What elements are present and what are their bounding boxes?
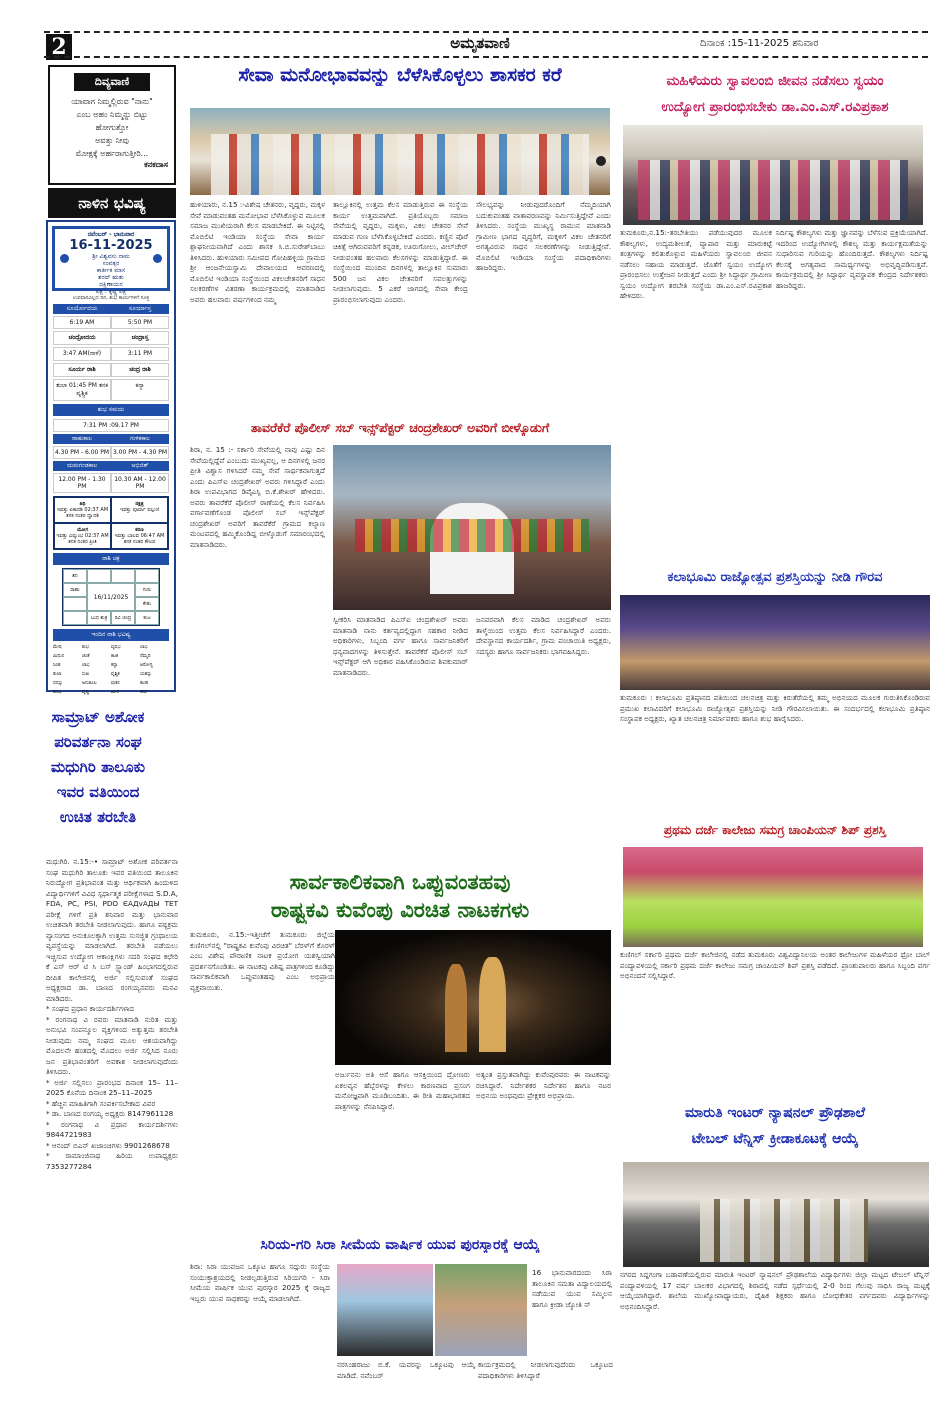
maruthi-headline — [620, 1100, 930, 1152]
rashi-prediction: ಸುಖ — [82, 672, 90, 677]
rashi-cell — [63, 611, 87, 625]
rashi-cell: ಕುಜ — [135, 611, 159, 625]
headline-line: ಸಾಮ್ರಾಟ್ ಅಶೋಕ — [51, 708, 145, 726]
calendar-header — [52, 226, 170, 295]
police-col-1: ಶಿರಾ, ನ. 15 :- ಸರ್ಕಾರಿ ಸೇವೆಯಲ್ಲಿ ನಾವು ಎಷ್ಟು ದಿನ ಸೇವೆಯಲ್ಲಿದ್ದೆವೆ ಎಂಬುದು ಮುಖ್ಯವಲ್ಲ, ಆ ದಿನಗಳಲ್ಲಿ ಜನರ ಪ್ರೀತಿ ವಿಶ್ವಾಸ ಗಳಿಸಿದರೆ ನಮ್ಮ ಸೇವೆ ಸಾರ್ಥಕವಾಗುತ್ತದೆ ಎಂದು ಪಿಎಸ್‌ಐ ಚಂದ್ರಶೇಖರ್ ಅವರು ಗಳಿಸಿದ್ದಾರೆ ಎಂದು ಶಿರಾ ಉಪವಿಭಾಗದ ಡಿವೈಎಸ್ಪಿ ಬಿ.ಕೆ.ಶೇಖರ್ ಹೇಳಿದರು. ಅವರು ತಾವರೆಕೆರೆ ಪೊಲೀಸ್ ಠಾಣೆಯಲ್ಲಿ ಕೆಲಸ ನಿರ್ವಹಿಸಿ ವರ್ಗಾವಣೆಗೊಂಡ ಪೊಲೀಸ್ ಸಬ್ ಇನ್ಸ್‌ಪೆಕ್ಟರ್ ಚಂದ್ರಶೇಖರ್ ಅವರಿಗೆ ತಾವರೆಕೆರೆ ಗ್ರಾಮದ ಕಲ್ಯಾಣ ಮಂಟಪದಲ್ಲಿ ಹಮ್ಮಿಕೊಂಡಿದ್ದ ಬೀಳ್ಕೊಡುಗೆ ಸಮಾರಂಭದಲ್ಲಿ ಮಾತನಾಡಿದರು. — [190, 445, 325, 549]
calendar-info: ಶ್ರೀ ವಿಶ್ವವಸು ನಾಮ — [92, 253, 130, 260]
panchanga-cell: ಕರಣ ಇವತ್ತು ಬಾಲವ 06:47 AM ತನಕ ನಂತರ ಕೌಲವ — [111, 523, 168, 549]
calendar-info: ಕಾರ್ತೀಕ ಮಾಸ — [96, 267, 126, 274]
rashi-prediction: ಲಾಭ — [140, 645, 148, 650]
quote-line: ಹೋಗುತ್ತೋ — [95, 123, 129, 132]
rashi-name: ವೃಷಭ — [111, 645, 121, 650]
rashi-prediction: ಅನುಕೂಲ — [82, 681, 97, 686]
header-bottom-rule — [44, 56, 928, 58]
rashi-cell — [111, 569, 135, 583]
rashi-name: ಕಟಕ — [111, 654, 118, 659]
siri-col-2: ನರಸಿಂಹರಾಜು ಬಿ.ಕೆ. ಯವರನ್ನು ಒಕ್ಕೂಟವು ಆಯ್ಕೆ ಮಾಡಿದೆ. ನವೆಂಬರ್ — [337, 1360, 475, 1380]
rashi-center-date: 16/11/2025 — [87, 583, 135, 611]
rashi-name: ಸಿಂಹ — [53, 663, 61, 668]
sunrise-value: 6:19 AM — [53, 316, 111, 329]
calendar-info: ಸಂವತ್ಸರ — [102, 260, 120, 267]
panchanga-cell: ತಿಥಿ ಇವತ್ತು ಏಕಾದಶಿ 02:37 AM ತನಕ ನಂತರ ದ್ವಾದಶಿ — [54, 497, 111, 523]
panchanga-calendar — [46, 220, 176, 695]
guli-label: ಗುಳಿಕಕಾಲ — [111, 434, 169, 444]
divyavani-title: ದಿವ್ಯವಾಣಿ — [74, 73, 150, 91]
siri-photo-man — [435, 1264, 527, 1356]
bhavishya-title: ನಾಳಿನ ಭವಿಷ್ಯ — [48, 188, 176, 218]
guli-value: 3.00 PM - 4.30 PM — [111, 446, 169, 459]
police-col-2: ಸ್ವೀಕರಿಸಿ ಮಾತನಾಡಿದ ಪಿಎಸ್‌ಐ ಚಂದ್ರಶೇಖರ್ ಅವರು ಮಾತನಾಡಿ ನಾನು ಕರ್ತವ್ಯದಲ್ಲಿದ್ದಾಗ ಸಹಕಾರ ನೀಡಿದ ಅಧಿಕಾರಿಗಳು, ಸಿಬ್ಬಂದಿ ವರ್ಗ ಹಾಗೂ ಸಾರ್ವಜನಿಕರಿಗೆ ಧನ್ಯವಾದಗಳನ್ನು ತಿಳಿಸುತ್ತೇನೆ. ತಾವರೆಕೆರೆ ಪೊಲೀಸ್ ಸಬ್ ಇನ್ಸ್‌ಪೆಕ್ಟರ್ ಆಗಿ ಅಧಿಕಾರ ವಹಿಸಿಕೊಂಡಿರುವ ಶಿವಕುಮಾರ್ ಮಾತನಾಡಿದರು. — [333, 615, 468, 677]
mahila-headline — [620, 68, 930, 120]
headline-line: ಮಹಿಳೆಯರು ಸ್ವಾವಲಂಬಿ ಜೀವನ ನಡೆಸಲು ಸ್ವಯಂ — [666, 73, 884, 89]
headline-line: ಸಾರ್ವಕಾಲಿಕವಾಗಿ ಒಪ್ಪುವಂತಹವು — [289, 870, 511, 894]
rashi-cell — [135, 569, 159, 583]
siri-col-4: ಕಾರ್ಯಕ್ರಮದಲ್ಲಿ ನೀಡಲಾಗುವುದೆಂದು ಒಕ್ಕೂಟದ ಪದಾಧಿಕಾರಿಗಳು ತಿಳಿಸಿದ್ದಾರೆ — [478, 1360, 613, 1380]
abhijit-value: 10.30 AM - 12.00 PM — [111, 473, 169, 493]
rahu-value: 4.30 PM - 6.00 PM — [53, 446, 111, 459]
paragraph: * ಸಂಘದ ಪ್ರಧಾನ ಕಾರ್ಯದರ್ಶಿಗಳಾದ — [46, 1004, 135, 1013]
rashi-chakra-title: ರಾಶಿ ಚಕ್ರ — [53, 553, 169, 565]
seva-col-2: ತಾಲ್ಲೂಕಿನಲ್ಲಿ ಉತ್ತಮ ಕೆಲಸ ಮಾಡುತ್ತಿರುವ ಈ ಸಂಸ್ಥೆಯ ಕಾರ್ಯ ಉತ್ತಮವಾಗಿದೆ. ಪ್ರತಿಯೊಬ್ಬರು ಸಮಾಜ ಸೇವೆಯಲ್ಲಿ ವೃದ್ದರು, ಮಕ್ಕಳು, ವಿಕಲ ಚೇತನರ ಸೇವೆ ಮಾಡುವ ಗುಣ ಬೆಳೆಸಿಕೊಳ್ಳಬೇಕಿದೆ ಎಂದರು. ಕಣ್ಣಿನ ಪೊರೆ ಚಿಕಿತ್ಸೆ ಆಗಿರುವವರಿಗೆ ಕನ್ನಡಕ, ಊರುಗೋಲು, ವೀಲ್‌ಚೇರ್ ನೀಡುವಂತಹ ಹಲವಾರು ಕೆಲಸಗಳನ್ನು ಮಾಡುತ್ತಿದ್ದಾರೆ. ಈ ಸಂಸ್ಥೆಯಿಂದ ಮುಂದಿನ ದಿನಗಳಲ್ಲಿ ತಾಲ್ಲೂಕಿನ ಸುಮಾರು 500 ಜನ ವಿಕಲ ಚೇತನರಿಗೆ ಸವಲತ್ತುಗಳನ್ನು ನೀಡಲಾಗುವುದು. 5 ಎಕರೆ ಜಾಗದಲ್ಲಿ ಸೇವಾ ಕೇಂದ್ರ ಪ್ರಾರಂಭಿಸಲಾಗುವುದು ಎಂದರು. — [333, 200, 468, 304]
maruthi-students-photo — [623, 1162, 929, 1267]
moonrise-label: ಚಂದ್ರೋದಯ — [53, 331, 111, 345]
rashi-cell: ಕೇತು — [135, 597, 159, 611]
calendar-info: ಪಕ್ಷ : ಕೃಷ್ಣ ಪಕ್ಷ — [95, 288, 127, 295]
panchanga-grid — [53, 496, 169, 550]
paragraph: * ಹೆಚ್ಚಿನ ಮಾಹಿತಿಗಾಗಿ ಸಂಪರ್ಕಿಸಬೇಕಾದ ವಿವರ — [46, 1098, 156, 1108]
paragraph: * ರಾಮಾಂಜಿನಾಥ ಹಿರಿಯ ಉಪಾಧ್ಯಕ್ಷರು 7353277284 — [46, 1151, 178, 1171]
rashi-name: ಮಿಥುನ — [53, 654, 65, 659]
calendar-info: ಶರದ್ ಋತು — [98, 274, 124, 281]
prathama-headline: ಪ್ರಥಮ ದರ್ಜೆ ಕಾಲೇಜು ಸಮಗ್ರ ಚಾಂಪಿಯನ್ ಶಿಪ್ ಪ್ರಶಸ್ತಿ — [663, 823, 887, 837]
rashi-name: ಧನಸ್ಸು — [53, 681, 63, 686]
rashi-prediction: ನೆಮ್ಮದಿ — [140, 654, 151, 659]
paragraph: * ರಂಗನಾಥ ವಿ ರವರು ಮಾತನಾಡಿ ನುರಿತ ಮತ್ತು ಅನುಭವಿ ಸಂಪನ್ಮೂಲ ವ್ಯಕ್ತಿಗಳಿಂದ ಅತ್ಯುತ್ತಮ ತರಬೇತಿ ನೀಡುವುದು ನಮ್ಮ ಸಂಘದ ಮೂಲ ಆಶಯವಾಗಿದ್ದು ಮೊದಲನೇ ಹಂತದಲ್ಲಿ ಮೊದಲು ಅರ್ಜಿ ಸಲ್ಲಿಸಿದ ನೂರು ಜನ ಪ್ರತಿಭಾವಂತರಿಗೆ ಅವಕಾಶ ನೀಡಲಾಗುವುದೆಂದು ತಿಳಿಸಿದರು. — [46, 1014, 178, 1076]
moonset-value: 3:11 PM — [111, 347, 169, 361]
police-col-3: ಜನಪರವಾಗಿ ಕೆಲಸ ಮಾಡಿದ ಚಂದ್ರಶೇಖರ್ ಅವರು ತಾಳ್ಮೆಯಿಂದ ಉತ್ತಮ ಕೆಲಸ ನಿರ್ವಹಿಸಿದ್ದಾರೆ ಎಂದರು. ದೇವಸ್ಥಾನದ ಕಾರ್ಯದರ್ಶಿ, ಗ್ರಾಮ ಪಂಚಾಯಿತಿ ಅಧ್ಯಕ್ಷರು, ಸದಸ್ಯರು ಹಾಗೂ ಸಾರ್ವಜನಿಕರು ಭಾಗವಹಿಸಿದ್ದರು. — [476, 615, 611, 656]
seva-photo — [190, 108, 610, 195]
siri-col-1: ಶಿರಾ: ಸಿರಾ ಯುವಜನ ಒಕ್ಕೂಟ ಹಾಗೂ ಸದ್ಗುರು ಸಂಸ್ಥೆಯ ಸಂಯುಕ್ತಾಶ್ರಯದಲ್ಲಿ ನೀಡಲ್ಪಡುತ್ತಿರುವ ಸಿರಿಯಗರಿ - ಸಿರಾ ಸೀಮೆಯ ವಾರ್ಷಿಕ ಯುವ ಪುರಸ್ಕಾರ 2025 ಕ್ಕೆ ರಾಜ್ಯದ ಇಬ್ಬರು ಯುವ ಸಾಧಕರನ್ನು ಆಯ್ಕೆ ಮಾಡಲಾಗಿದೆ. — [190, 1262, 330, 1303]
masthead: ಅಮೃತವಾಣಿ — [450, 34, 510, 52]
next-day-icon[interactable] — [153, 254, 162, 263]
headline-line: ಮಾರುತಿ ಇಂಟರ್ ನ್ಯಾಷನಲ್ ಪ್ರೌಢಶಾಲೆ — [684, 1105, 866, 1121]
rashi-name: ಕನ್ಯಾ — [111, 663, 118, 668]
police-photo — [333, 445, 611, 610]
rashi-prediction: ಆರೋಗ್ಯ — [140, 663, 153, 668]
mahila-col-1: ತುಮಕೂರು,ನ.15:-ತರಬೇತಿಯು ಪಡೆಯುವುದರ ಮೂಲಕ ಕೌಶಲ್ಯಗಳು, ಉದ್ಯಮಶೀಲತೆ, ವ್ಯಾಪಾರ ಮತ್ತು ಮಾರುಕಟ್ಟೆ ತಂತ್ರಗಳನ್ನು ಕಲಿತುಕೊಳ್ಳುವ ಮಹಿಳೆಯರು ಸ್ವಾವಲಂಬಿ ಜೀವನ ನಡೆಸಲು ಸಹಾಯ ಮಾಡುತ್ತದೆ. ಜೊತೆಗೆ ಸ್ವಯಂ ಉದ್ಯೋಗ ಪ್ರಾರಂಭಿಸಲು ಉತ್ತೇಜನ ನೀಡುತ್ತದೆ ಎಂದು ಶ್ರೀ ಸಿದ್ಧಾರ್ಥ ಗ್ರಾಮೀಣ ಸ್ವಯಂ ಉದ್ಯೋಗ ತರಬೇತಿ ಸಂಸ್ಥೆಯ ಡಾ.ಎಂ.ಎಸ್.ರವಿಪ್ರಕಾಶ ಹೇಳಿದರು. — [620, 228, 772, 300]
header-rule — [44, 31, 928, 33]
headline-line: ಉಚಿತ ತರಬೇತಿ — [59, 808, 137, 826]
maruthi-body: ನಗರದ ಸಿದ್ದಗಂಗಾ ಬಡಾವಣೆಯಲ್ಲಿರುವ ಮಾರುತಿ ಇಂಟರ್ ನ್ಯಾಷನಲ್ ಪ್ರೌಢಶಾಲೆಯ ವಿದ್ಯಾರ್ಥಿಗಳು ಜಿಲ್ಲಾ ಮಟ್ಟದ ಟೇಬಲ್ ಟೆನ್ನಿಸ್ ಪಂದ್ಯಾವಳಿಯಲ್ಲಿ 17 ವರ್ಷ ಬಾಲಕರ ವಿಭಾಗದಲ್ಲಿ ಶಿರಾದಲ್ಲಿ ನಡೆದ ಸ್ಪರ್ಧೆಯಲ್ಲಿ 2-0 ರಿಂದ ಗೆಲುವು ಸಾಧಿಸಿ ರಾಜ್ಯ ಮಟ್ಟಕ್ಕೆ ಆಯ್ಕೆಯಾಗಿದ್ದಾರೆ. ಶಾಲೆಯ ಮುಖ್ಯೋಪಾಧ್ಯಾಯರು, ದೈಹಿಕ ಶಿಕ್ಷಕರು ಹಾಗೂ ಬೋಧಕೇತರ ವರ್ಗದವರು ವಿದ್ಯಾರ್ಥಿಗಳನ್ನು ಅಭಿನಂದಿಸಿದ್ದಾರೆ. — [620, 1270, 930, 1311]
divyavani-box — [48, 65, 176, 185]
abhijit-label: ಅಭಿಜಿತ್ — [111, 461, 169, 471]
rahu-label: ರಾಹುಕಾಲ — [53, 434, 111, 444]
calendar-note: ಉಪವಾಸವಿಲ್ಲದ ದಿನ, ಶುಭ ಕಾರ್ಯಗಳಿಗೆ ಸೂಕ್ತ — [72, 295, 150, 301]
headline-line: ರಾಷ್ಟ್ರಕವಿ ಕುವೆಂಪು ವಿರಚಿತ ನಾಟಕಗಳು — [270, 898, 530, 922]
rashi-prediction: ಯಶಸ್ಸು — [140, 672, 152, 677]
headline-line: ಪರಿವರ್ತನಾ ಸಂಘ — [54, 733, 142, 751]
dateline: ದಿನಾಂಕ :15-11-2025 ಶನಿವಾರ — [700, 38, 819, 49]
panchanga-cell: ಯೋಗ ಇವತ್ತು ವಿಷ್ಕುಂಭ 02:37 AM ತನಕ ನಂತರ ಪ್ರೀತಿ — [54, 523, 111, 549]
rashi-name: ಮೇಷ — [53, 645, 62, 650]
mahila-col-2: ನಿರ್ದಿಷ್ಟ ಕೌಶಲ್ಯಗಳು ಮತ್ತು ಜ್ಞಾನವನ್ನು ಬೆಳೆಸುವ ಪ್ರಕ್ರಿಯೆಯಾಗಿದೆ. ಇದರಿಂದ ಉದ್ಯೋಗಿಗಳಲ್ಲಿ ಕೌಶಲ್ಯ ಮತ್ತು ಕಾರ್ಯಕ್ಷಮತೆಯನ್ನು ಸುಧಾರಿಸುವ ಗುರಿಯನ್ನು ಹೊಂದಿರುತ್ತದೆ. ಕೌಶಲ್ಯಗಳು ನಿರ್ದಿಷ್ಟ ಕೆಲಸಕ್ಕೆ ಅಗತ್ಯವಾದ ಸಾಮರ್ಥ್ಯಗಳನ್ನು ಅಭಿವೃದ್ಧಿಪಡಿಸುತ್ತವೆ. ಕಾರ್ಯಕ್ರಮದಲ್ಲಿ ಶ್ರೀ ಸಿದ್ಧಾರ್ಥ ವ್ಯವಸ್ಥಾಪಕ ಕೇಂದ್ರದ ನಿರ್ದೇಶಕರು ಹಾಜರಿದ್ದರು. — [776, 228, 928, 290]
rashi-name: ತುಲಾ — [53, 672, 62, 677]
rashi-prediction: ವೃದ್ಧಿ — [82, 690, 89, 695]
paragraph: * ಡಾ. ಬಾಣದ ರಂಗಯ್ಯ ಅಧ್ಯಕ್ಷರು 8147961128 — [46, 1109, 174, 1118]
paragraph: * ರಂಗನಾಥ ವಿ ಪ್ರಧಾನ ಕಾರ್ಯದರ್ಶಿಗಳು 9844721983 — [46, 1119, 178, 1139]
mahila-photo — [623, 125, 923, 225]
daily-rashi-table — [53, 644, 169, 695]
prev-day-icon[interactable] — [60, 254, 69, 263]
rashi-cell: ರವಿ ಚಂದ್ರ — [111, 611, 135, 625]
kuvempu-stage-photo — [335, 930, 611, 1065]
siri-photo-woman — [337, 1264, 433, 1356]
sunset-label: ಸೂರ್ಯಾಸ್ತ — [111, 304, 169, 314]
yama-value: 12.00 PM - 1.30 PM — [53, 473, 111, 493]
kuvempu-col-2: ಅರ್ಜುನನು ಅತಿ ಆಸೆ ಹಾಗೂ ಆಸಕ್ತಿಯಿಂದ ದ್ರೋಣರು ಏಕಲವ್ಯನ ಹೆಬ್ಬೆರಳನ್ನು ಕೇಳಲು ಕಾರಣವಾದ ಪ್ರಸಂಗ ಮನೋಜ್ಞವಾಗಿ ಮೂಡಿಬಂದಿತು. ಈ ರೀತಿ ಮಹಾಭಾರತದ ಪಾತ್ರಗಳನ್ನು ನೆನಪಿಸಿದ್ದಾರೆ. — [335, 1070, 470, 1111]
kalabhumi-photo — [620, 595, 930, 690]
quote-line: ಎಂಬ ಅಹಂ ನಿಮ್ಮನ್ನು ಬಿಟ್ಟು — [76, 110, 148, 119]
chandra-rashi-label: ಚಂದ್ರ ರಾಶಿ — [111, 363, 169, 377]
sunset-value: 5:50 PM — [111, 316, 169, 329]
rashi-prediction: ಶುಭ — [82, 645, 89, 650]
rashi-cell: ಗುರು — [135, 583, 159, 597]
prathama-body: ಕುಣಿಗಲ್ ಸರ್ಕಾರಿ ಪ್ರಥಮ ದರ್ಜೆ ಕಾಲೇಜಿನಲ್ಲಿ ನಡೆದ ತುಮಕೂರು ವಿಶ್ವವಿದ್ಯಾನಿಲಯ ಅಂತರ ಕಾಲೇಜುಗಳ ಮಹಿಳೆಯರ ಥ್ರೋ ಬಾಲ್ ಪಂದ್ಯಾವಳಿಯಲ್ಲಿ ಸರ್ಕಾರಿ ಪ್ರಥಮ ದರ್ಜೆ ಕಾಲೇಜು ಸಮಗ್ರ ಚಾಂಪಿಯನ್ ಶಿಪ್ ಪ್ರಶಸ್ತಿ ಪಡೆದಿದೆ. ಪ್ರಾಂಶುಪಾಲರು ಹಾಗೂ ಸಿಬ್ಬಂದಿ ವರ್ಗ ಅಭಿನಂದನೆ ಸಲ್ಲಿಸಿದ್ದಾರೆ. — [620, 950, 930, 980]
siri-headline: ಸಿರಿಯ-ಗರಿ ಸಿರಾ ಸೀಮೆಯ ವಾರ್ಷಿಕ ಯುವ ಪುರಸ್ಕಾರಕ್ಕೆ ಆಯ್ಕೆ — [260, 1237, 540, 1253]
seva-col-3: ಸೌಲಭ್ಯವನ್ನು ನೀಡುವುದರೊಂದಿಗೆ ನೆಮ್ಮದಿಯಾಗಿ ಬದುಕುವಂತಹ ವಾತಾವರಣವನ್ನು ನಿರ್ಮಿಸುತ್ತಿದ್ದೇವೆ ಎಂದು ತಿಳಿಸಿದರು. ಸಂಸ್ಥೆಯ ಮುಖ್ಯಸ್ಥ ರಾಮುನ ಮಾತನಾಡಿ ಗ್ರಾಮೀಣ ಭಾಗದ ವೃದ್ಧರಿಗೆ, ಮಕ್ಕಳಿಗೆ ವಿಕಲ ಚೇತನರಿಗೆ ಅಗತ್ಯವಿರುವ ಸಾಧನ ಸಲಕರಣೆಗಳನ್ನು ನೀಡುತ್ತಿದ್ದೇವೆ. ಮೊಬಿಲಿಟಿ ಇಂಡಿಯಾ ಸಂಸ್ಥೆಯ ಪದಾಧಿಕಾರಿಗಳು ಹಾಜರಿದ್ದರು. — [476, 200, 611, 272]
prathama-team-photo — [623, 847, 923, 947]
moonset-label: ಚಂದ್ರಾಸ್ತ — [111, 331, 169, 345]
surya-rashi-value: ತುಲಾ 01:45 PM ತನಕ ವೃಶ್ಚಿಕ — [53, 379, 111, 401]
rashi-name: ವೃಶ್ಚಿಕ — [111, 672, 120, 677]
seva-col-1: ಹುಳಿಯಾರು, ನ.15 :-ವಿಶೇಷ ಚೇತನರು, ವೃದ್ದರು, ಮಕ್ಕಳ ಸೇವೆ ಮಾಡುವಂತಹ ಮನೋಭಾವ ಬೆಳೆಸಿಕೊಳ್ಳುವ ಮೂಲಕ ಸಮಾಜ ಮುಖಿಯರಾಗಿ ಕೆಲಸ ಮಾಡಬೇಕಿದೆ. ಈ ನಿಟ್ಟಿನಲ್ಲಿ ಮೊಬಿಲಿಟಿ ಇಂಡಿಯಾ ಸಂಸ್ಥೆಯ ಸೇವಾ ಕಾರ್ಯ ಶ್ಲಾಘನೀಯವಾಗಿದೆ ಎಂದು ಶಾಸಕ ಸಿ.ಬಿ.ಸುರೇಶ್‌ಬಾಬು ತಿಳಿಸಿದರು. ಹುಳಿಯಾರು ಸಮೀಪದ ಗೋಪಿಹಳ್ಳಿಯ ಗ್ರಾಮದ ಶ್ರೀ ಆಂಜನೇಯಸ್ವಾಮಿ ದೇವಾಲಯದ ಆವರಣದಲ್ಲಿ ಮೊಬಿಲಿಟಿ ಇಂಡಿಯಾ ಸಂಸ್ಥೆಯಿಂದ ವಿಕಲಚೇತನರಿಗೆ ಸಾಧನ ಸಲಕರಣೆಗಳ ವಿತರಣಾ ಕಾರ್ಯಕ್ರಮದಲ್ಲಿ ಮಾತನಾಡಿದ ಅವರು ಹಲವಾರು ವರ್ಷಗಳಿಂದ ನಮ್ಮ — [190, 200, 325, 304]
quote-line: ಮೋಕ್ಷಕ್ಕೆ ಅರ್ಹರಾಗುತ್ತೀರಿ... — [75, 149, 149, 158]
chandra-rashi-value: ಕನ್ಯಾ — [111, 379, 169, 401]
seva-headline: ಸೇವಾ ಮನೋಭಾವವನ್ನು ಬೆಳೆಸಿಕೊಳ್ಳಲು ಶಾಸಕರ ಕರೆ — [238, 64, 562, 86]
paragraph: * ಆನಂದ್ ಬಿಎನ್ ಖಜಾಂಚಿಗಳು 9901268678 — [46, 1140, 170, 1150]
siri-col-3: 16 ಭಾನುವಾರದಂದು ಸಿರಾ ತಾಲೂಕಿನ ಸಮತಾ ವಿದ್ಯಾಲಯದಲ್ಲಿ ನಡೆಯುವ ಯುವ ಸಮ್ಮಿಲನ ಹಾಗೂ ಕ್ರೀಡಾ ಜ್ಯೋತಿ ನ್ — [532, 1268, 612, 1309]
rashi-cell: ಶನಿ — [63, 569, 87, 583]
kalabhumi-body: ತುಮಕೂರು : ಕಲಾಭೂಮಿ ಪ್ರತಿಷ್ಠಾನದ ವತಿಯಿಂದ ಚಲನಚಿತ್ರ ಮತ್ತು ಕಿರುತೆರೆಯಲ್ಲಿ ತಮ್ಮ ಅಭಿನಯದ ಮೂಲಕ ಗುರುತಿಸಿಕೊಂಡಿರುವ ಪ್ರಮುಖ ಕಲಾವಿದರಿಗೆ ಕಲಾಭೂಮಿ ರಾಜ್ಯೋತ್ಸವ ಪ್ರಶಸ್ತಿಯನ್ನು ನೀಡಿ ಗೌರವಿಸಲಾಯಿತು. ಈ ಸಂದರ್ಭದಲ್ಲಿ ಕಲಾಭೂಮಿ ಪ್ರತಿಷ್ಠಾನ ಸಂಸ್ಥಾಪಕ ಅಧ್ಯಕ್ಷರು, ಖ್ಯಾತ ಚಲನಚಿತ್ರ ನಿರ್ಮಾಪಕರು ಹಾಗೂ ಶುಭ ಹಾರೈಸಿದರು. — [620, 693, 930, 723]
rashi-prediction: ಕಲಹ — [140, 681, 149, 686]
rashi-cell — [63, 597, 87, 611]
surya-rashi-label: ಸೂರ್ಯ ರಾಶಿ — [53, 363, 111, 377]
rashi-cell: ಬುಧ ಶುಕ್ರ — [87, 611, 111, 625]
page-number: 2 — [46, 34, 72, 60]
rashi-name: ಕುಂಭ — [53, 690, 62, 695]
shubha-value: 7:31 PM :09.17 PM — [53, 419, 169, 432]
rashi-name: ಮಕರ — [111, 681, 120, 686]
rashi-cell — [87, 569, 111, 583]
paragraph: ಮಧುಗಿರಿ. ನ.15:-• ಸಾಮ್ರಾಟ್ ಅಶೋಕ ಪರಿವರ್ತನಾ ಸಂಘ ಮಧುಗಿರಿ ತಾಲೂಕು ಇವರ ವತಿಯಿಂದ ತಾಲೂಕಿನ ನಿರುದ್ಯೋಗ ಪ್ರತಿಭಾವಂತ ಮತ್ತು ಆರ್ಥಿಕವಾಗಿ ಹಿಂದುಳಿದ ವಿದ್ಯಾರ್ಥಿಗಳಿಗೆ ವಿವಿಧ ಸ್ಪರ್ಧಾತ್ಮಕ ಪರೀಕ್ಷೆಗಳಾದ S.D.A, FDA, PC, PSI, PDO ЄАДvАДЫ TET ಪರೀಕ್ಷೆ ಗಳಿಗೆ ಪ್ರತಿ ಶನಿವಾರ ಮತ್ತು ಭಾನುವಾರ ಉಚಿತವಾಗಿ ತರಬೇತಿ ನೀಡಲಾಗುವುದು. ಹಾಗೂ ಪಠ್ಯಕ್ರಮ ವ್ಯಾಸಂಗದ ಅನುಕೂಲಕ್ಕಾಗಿ ಉತ್ತಮ ಸುಸಜ್ಜಿತ ಗ್ರಂಥಾಲಯ ವ್ಯವಸ್ಥೆಯನ್ನು ಮಾಡಲಾಗಿದೆ. ತರಬೇತಿ ಪಡೆಯಲು ಇಚ್ಚಿಸುವ ಉದ್ಯೋಗ ಆಕಾಂಕ್ಷಿಗಳು ಸದರಿ ಸಂಘದ ಕಛೇರಿ ಕೆ ಎಸ್ ಆರ್ ಟಿ ಸಿ ಬಸ್ ಸ್ಟ್ಯಾಂಡ್ ಹಿಂಭಾಗದಲ್ಲಿರುವ ದೀಪಿತ ಕಾಲೇಜಿನಲ್ಲಿ ಅರ್ಜಿ ಸಲ್ಲಿಸುವಂತೆ ಸಂಘದ ಅಧ್ಯಕ್ಷರಾದ ಡಾ. ಬಾಣದ ರಂಗಯ್ಯನವರು ಮನವಿ ಮಾಡಿದರು. — [46, 857, 178, 1003]
sunrise-label: ಸೂರ್ಯೋದಯ — [53, 304, 111, 314]
shubha-label: ಶುಭ ಸಮಯ — [53, 404, 169, 416]
calendar-month: ನವೆಂಬರ್ - ಭಾನುವಾರ — [87, 231, 135, 238]
kuvempu-col-3: ಅತ್ಯಂತ ಪ್ರಸ್ತುತವಾಗಿದ್ದು ಕುವೆಂಪುರವರು ಈ ನಾಟಕವನ್ನು ರಚಿಸಿದ್ದಾರೆ. ನಿರ್ದೇಶಕರ ನಿರ್ದೇಶನ ಹಾಗೂ ನಟರ ಅಭಿನಯ ಅಂಥವುದು ಪ್ರೇಕ್ಷಕರ ಅಭಿಪ್ರಾಯ. — [476, 1070, 611, 1100]
rashi-name: ಮೀನ — [111, 690, 120, 695]
panchanga-cell: ನಕ್ಷತ್ರ ಇವತ್ತು ಪೂರ್ವಾ ಪಲ್ಗುಣಿ — [111, 497, 168, 523]
headline-line: ಉದ್ಯೋಗ ಪ್ರಾರಂಭಿಸಬೇಕು ಡಾ.ಎಂ.ಎಸ್.ರವಿಪ್ರಕಾಶ — [661, 99, 889, 115]
samrat-body — [46, 857, 178, 1387]
rashi-prediction: ಚಿಂತೆ — [82, 654, 90, 659]
calendar-date: 16-11-2025 — [69, 238, 153, 253]
moonrise-value: 3:47 AM(ನಾಳೆ) — [53, 347, 111, 361]
samrat-headline — [18, 705, 178, 830]
calendar-info: ದಕ್ಷಿಣಾಯನ — [99, 281, 123, 288]
paragraph: * ಅರ್ಜಿ ಸಲ್ಲಿಸಲು ಪ್ರಾರಂಭದ ದಿನಾಂಕ 15– 11– 2025 ಕೊನೆಯ ದಿನಾಂಕ 25–11–2025 — [46, 1077, 178, 1097]
rashi-prediction: ಹರ್ಷ — [140, 690, 149, 695]
quote-line: ಯಾವಾಗ ನಿಮ್ಮಲ್ಲಿರುವ "ನಾನು" — [71, 97, 153, 106]
headline-line: ಇವರ ವತಿಯಿಂದ — [56, 783, 140, 801]
daily-rashi-title: ಇಂದಿನ ರಾಶಿ ಭವಿಷ್ಯ — [53, 629, 169, 641]
rashi-prediction: ಲಾಭ — [82, 663, 90, 668]
headline-line: ಟೇಬಲ್ ಟೆನ್ನಿಸ್ ಕ್ರೀಡಾಕೂಟಕ್ಕೆ ಆಯ್ಕೆ — [691, 1131, 859, 1147]
kuvempu-headline — [190, 868, 610, 924]
quote-line: ಅವತ್ತು ನೀವು — [95, 136, 129, 145]
quote-author: ಕನಕದಾಸ — [144, 160, 168, 169]
yama-label: ಯಮಗಂಡಕಾಲ — [53, 461, 111, 471]
next-slide-icon[interactable] — [596, 156, 606, 166]
kuvempu-col-1: ತುಮಕೂರು, ನ.15:-ಇತ್ತೀಚೆಗೆ ತುಮಕೂರು ಜಿಲ್ಲೆಯ ಕುಣಿಗಲ್‌ನಲ್ಲಿ "ರಾಷ್ಟ್ರಕವಿ ಕುವೆಂಪು ವಿರಚಿತ" ಬೆರಳ್‌ಗೆ ಕೊರಳ್ ಎಂಬ ವಿಶೇಷ ಪೌರಾಣಿಕ ನಾಟಕ ಪ್ರಯೋಗ ಯಶಸ್ವಿಯಾಗಿ ಪ್ರದರ್ಶನಗೊಂಡಿತು. ಈ ನಾಟಕವು ವಿಶಿಷ್ಟ ಪಾತ್ರಗಳಿಂದ ಕೂಡಿದ್ದು ಸಾರ್ವಕಾಲಿಕವಾಗಿ ಒಪ್ಪುವಂತಹವು ಎಂಬ ಅಭಿಪ್ರಾಯ ವ್ಯಕ್ತವಾಯಿತು. — [190, 930, 335, 992]
rashi-cell: ರಾಹು — [63, 583, 87, 597]
rashi-chakra — [62, 568, 160, 626]
kalabhumi-headline: ಕಲಾಭೂಮಿ ರಾಜ್ಯೋತ್ಸವ ಪ್ರಶಸ್ತಿಯನ್ನು ನೀಡಿ ಗೌರವ — [667, 570, 883, 585]
headline-line: ಮಧುಗಿರಿ ತಾಲೂಕು — [50, 758, 146, 776]
police-headline: ತಾವರೆಕೆರೆ ಪೊಲೀಸ್ ಸಬ್ ಇನ್ಸ್‌ಪೆಕ್ಟರ್ ಚಂದ್ರಶೇಖರ್ ಅವರಿಗೆ ಬೀಳ್ಕೊಡುಗೆ — [250, 420, 550, 435]
